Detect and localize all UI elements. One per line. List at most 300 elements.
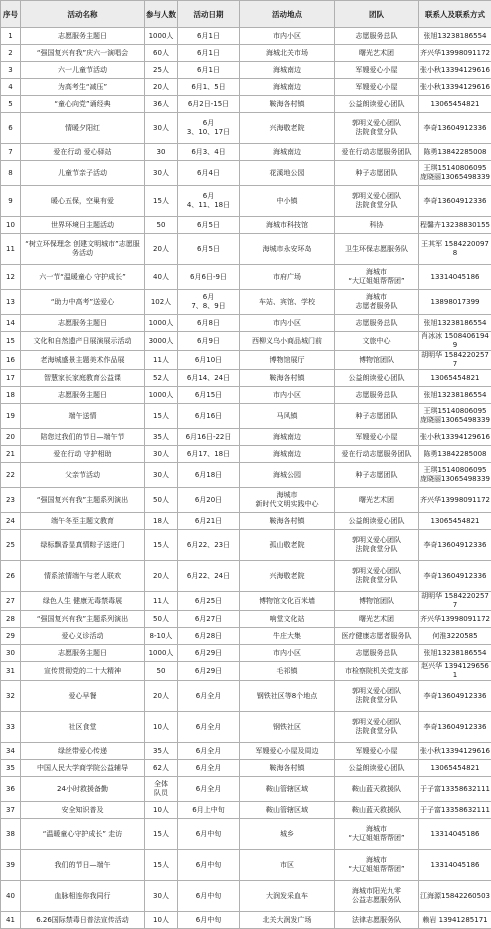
header-date: 活动日期 xyxy=(178,1,240,28)
cell-location: 市内小区 xyxy=(240,315,335,332)
cell-contact: 江海源15842260503 xyxy=(419,881,491,912)
cell-no: 15 xyxy=(1,332,21,351)
cell-participants: 60人 xyxy=(145,45,178,62)
cell-date: 6月18日 xyxy=(178,463,240,488)
table-row xyxy=(1,62,491,79)
cell-team: 志愿服务总队 xyxy=(335,645,419,662)
cell-activity-name: 端午冬至主题文教育 xyxy=(21,513,145,530)
cell-team: 种子志愿团队 xyxy=(335,404,419,429)
cell-date: 6月中旬 xyxy=(178,850,240,881)
cell-contact: 李奇13604912336 xyxy=(419,113,491,144)
cell-location: 兴海敬老院 xyxy=(240,561,335,592)
table-row xyxy=(1,681,491,712)
cell-date: 6月5日 xyxy=(178,217,240,234)
cell-contact: 李奇13604912336 xyxy=(419,186,491,217)
cell-participants: 10人 xyxy=(145,712,178,743)
cell-activity-name: 儿童节亲子活动 xyxy=(21,161,145,186)
cell-no: 31 xyxy=(1,662,21,681)
cell-activity-name: 暖心五保，空巢有爱 xyxy=(21,186,145,217)
cell-participants: 1000人 xyxy=(145,28,178,45)
cell-activity-name: 我们的节日—端午 xyxy=(21,850,145,881)
cell-team: 郭明义爱心团队 法院食堂分队 xyxy=(335,561,419,592)
cell-team: 科协 xyxy=(335,217,419,234)
cell-activity-name: 血脉相连你我同行 xyxy=(21,881,145,912)
cell-date: 6月28日 xyxy=(178,628,240,645)
cell-date: 6月5日 xyxy=(178,234,240,265)
cell-activity-name: 文化和自然遗产日展演展示活动 xyxy=(21,332,145,351)
cell-date: 6月9日 xyxy=(178,332,240,351)
cell-team: 郭明义爱心团队 法院食堂分队 xyxy=(335,113,419,144)
cell-location: 鞍海各村镇 xyxy=(240,513,335,530)
cell-activity-name: 志愿服务主题日 xyxy=(21,645,145,662)
cell-no: 38 xyxy=(1,819,21,850)
cell-participants: 20人 xyxy=(145,681,178,712)
cell-participants: 35人 xyxy=(145,429,178,446)
cell-contact: 赵兴华 13941296561 xyxy=(419,662,491,681)
cell-date: 6月10日 xyxy=(178,351,240,370)
cell-no: 40 xyxy=(1,881,21,912)
cell-no: 21 xyxy=(1,446,21,463)
cell-activity-name: 社区食堂 xyxy=(21,712,145,743)
cell-date: 6月27日 xyxy=(178,611,240,628)
cell-date: 6月29日 xyxy=(178,645,240,662)
cell-activity-name: 绿丝带爱心传递 xyxy=(21,743,145,760)
cell-contact: 张旭13238186554 xyxy=(419,315,491,332)
cell-location: 钢铁社区等8个地点 xyxy=(240,681,335,712)
cell-participants: 15人 xyxy=(145,404,178,429)
cell-team: 博物馆团队 xyxy=(335,351,419,370)
table-row xyxy=(1,561,491,592)
table-row xyxy=(1,628,491,645)
cell-activity-name: 宣传贯彻党的二十大精神 xyxy=(21,662,145,681)
cell-team: 曙光艺术团 xyxy=(335,611,419,628)
table-row xyxy=(1,28,491,45)
cell-participants: 全体 队员 xyxy=(145,777,178,802)
cell-no: 29 xyxy=(1,628,21,645)
cell-location: 西柳义乌小商品城门前 xyxy=(240,332,335,351)
cell-no: 32 xyxy=(1,681,21,712)
table-row xyxy=(1,429,491,446)
cell-team: 海城市 “大辽姐姐帮帮团” xyxy=(335,819,419,850)
cell-date: 6月1日 xyxy=(178,62,240,79)
cell-contact: 李奇13604912336 xyxy=(419,712,491,743)
cell-no: 1 xyxy=(1,28,21,45)
table-row xyxy=(1,265,491,290)
cell-location: 军嫂爱心小屋及周边 xyxy=(240,743,335,760)
cell-activity-name: 智慧家长家庭教育公益课 xyxy=(21,370,145,387)
cell-activity-name: 绿色人生 健康无毒禁毒展 xyxy=(21,592,145,611)
cell-activity-name: 安全知识普及 xyxy=(21,802,145,819)
header-participants: 参与人数 xyxy=(145,1,178,28)
cell-team: 曙光艺术团 xyxy=(335,45,419,62)
header-activity-name: 活动名称 xyxy=(21,1,145,28)
cell-location: 马风镇 xyxy=(240,404,335,429)
cell-location: 海城北关市场 xyxy=(240,45,335,62)
cell-no: 37 xyxy=(1,802,21,819)
cell-contact: 13065454821 xyxy=(419,513,491,530)
cell-team: 郭明义爱心团队 法院食堂分队 xyxy=(335,186,419,217)
cell-date: 6月全月 xyxy=(178,681,240,712)
cell-location: 海城市永安环岛 xyxy=(240,234,335,265)
table-row xyxy=(1,96,491,113)
cell-activity-name: 爱在行动 守护相助 xyxy=(21,446,145,463)
cell-team: 军嫂爱心小屋 xyxy=(335,62,419,79)
cell-no: 27 xyxy=(1,592,21,611)
table-row xyxy=(1,387,491,404)
cell-team: 市检察院机关党支部 xyxy=(335,662,419,681)
cell-no: 11 xyxy=(1,234,21,265)
cell-participants: 11人 xyxy=(145,592,178,611)
cell-activity-name: 端午送情 xyxy=(21,404,145,429)
table-row xyxy=(1,113,491,144)
cell-team: 种子志愿团队 xyxy=(335,463,419,488)
cell-activity-name: 世界环境日主题活动 xyxy=(21,217,145,234)
cell-date: 6月全月 xyxy=(178,743,240,760)
cell-participants: 8-10人 xyxy=(145,628,178,645)
cell-date: 6月15日 xyxy=(178,387,240,404)
table-row xyxy=(1,161,491,186)
cell-date: 6月1日 xyxy=(178,45,240,62)
cell-location: 海城市 新时代文明实践中心 xyxy=(240,488,335,513)
table-row xyxy=(1,45,491,62)
cell-no: 10 xyxy=(1,217,21,234)
cell-date: 6月全月 xyxy=(178,760,240,777)
table-header-row xyxy=(1,1,491,28)
cell-participants: 20人 xyxy=(145,234,178,265)
cell-activity-name: “强国复兴有我”庆六一演唱会 xyxy=(21,45,145,62)
cell-contact: 程馨卉13238830155 xyxy=(419,217,491,234)
table-body xyxy=(1,28,491,929)
header-team: 团队 xyxy=(335,1,419,28)
table-row xyxy=(1,217,491,234)
cell-participants: 30人 xyxy=(145,463,178,488)
cell-contact: 张旭13238186554 xyxy=(419,645,491,662)
cell-location: 毛祁镇 xyxy=(240,662,335,681)
cell-location: 市区 xyxy=(240,850,335,881)
cell-date: 6月14、24日 xyxy=(178,370,240,387)
cell-activity-name: “强国复兴有我”主题系列演出 xyxy=(21,488,145,513)
cell-contact: 王琪15140806095 庞晓丽13065498339 xyxy=(419,404,491,429)
cell-activity-name: 六一儿童节活动 xyxy=(21,62,145,79)
cell-participants: 50人 xyxy=(145,611,178,628)
cell-participants: 15人 xyxy=(145,186,178,217)
cell-participants: 36人 xyxy=(145,96,178,113)
cell-contact: 李奇13604912336 xyxy=(419,561,491,592)
cell-team: 曙光艺术团 xyxy=(335,488,419,513)
cell-contact: 赖岩 13941285171 xyxy=(419,912,491,929)
cell-participants: 1000人 xyxy=(145,645,178,662)
table-row xyxy=(1,912,491,929)
cell-participants: 40人 xyxy=(145,265,178,290)
cell-no: 7 xyxy=(1,144,21,161)
table-row xyxy=(1,530,491,561)
cell-participants: 50 xyxy=(145,217,178,234)
cell-contact: 陈勇13842285008 xyxy=(419,446,491,463)
cell-activity-name: 陪您过我们的节日—端午节 xyxy=(21,429,145,446)
table-row xyxy=(1,743,491,760)
cell-location: 兴海敬老院 xyxy=(240,113,335,144)
cell-team: 军嫂爱心小屋 xyxy=(335,79,419,96)
cell-no: 36 xyxy=(1,777,21,802)
cell-location: 北关大润发广场 xyxy=(240,912,335,929)
cell-activity-name: 爱心早餐 xyxy=(21,681,145,712)
cell-contact: 张旭13238186554 xyxy=(419,387,491,404)
cell-contact: 张小秋13394129616 xyxy=(419,62,491,79)
table-row xyxy=(1,712,491,743)
cell-activity-name: “童心向党”诵经典 xyxy=(21,96,145,113)
cell-no: 13 xyxy=(1,290,21,315)
cell-contact: 王琪15140806095 庞晓丽13065498339 xyxy=(419,463,491,488)
cell-location: 海城南边 xyxy=(240,79,335,96)
cell-participants: 1000人 xyxy=(145,387,178,404)
cell-no: 33 xyxy=(1,712,21,743)
cell-location: 响堂文化站 xyxy=(240,611,335,628)
cell-team: 海城市阳光九零 公益志愿服务队 xyxy=(335,881,419,912)
cell-participants: 35人 xyxy=(145,743,178,760)
cell-location: 鞍山管辖区域 xyxy=(240,802,335,819)
cell-team: 爱在行动志愿服务团队 xyxy=(335,144,419,161)
cell-participants: 15人 xyxy=(145,850,178,881)
cell-contact: 于子富13358632111 xyxy=(419,777,491,802)
header-contact: 联系人及联系方式 xyxy=(419,1,491,28)
cell-activity-name: 24小时救援备勤 xyxy=(21,777,145,802)
cell-no: 4 xyxy=(1,79,21,96)
table-row xyxy=(1,234,491,265)
cell-no: 20 xyxy=(1,429,21,446)
cell-activity-name: 情暖夕阳红 xyxy=(21,113,145,144)
cell-team: 公益朗读爱心团队 xyxy=(335,760,419,777)
cell-no: 8 xyxy=(1,161,21,186)
cell-contact: 陈勇13842285008 xyxy=(419,144,491,161)
cell-no: 18 xyxy=(1,387,21,404)
cell-activity-name: “助力中高考”送爱心 xyxy=(21,290,145,315)
cell-date: 6月8日 xyxy=(178,315,240,332)
cell-team: 博物馆团队 xyxy=(335,592,419,611)
table-row xyxy=(1,332,491,351)
cell-team: 海城市 “大辽姐姐帮帮团” xyxy=(335,265,419,290)
cell-team: 医疗健康志愿者服务队 xyxy=(335,628,419,645)
cell-activity-name: 志愿服务主题日 xyxy=(21,315,145,332)
cell-contact: 于子富13358632111 xyxy=(419,802,491,819)
cell-contact: 张小秋13394129616 xyxy=(419,429,491,446)
cell-participants: 18人 xyxy=(145,513,178,530)
cell-location: 博物馆展厅 xyxy=(240,351,335,370)
cell-no: 25 xyxy=(1,530,21,561)
cell-location: 城乡 xyxy=(240,819,335,850)
cell-activity-name: 情系浓情端午与老人联欢 xyxy=(21,561,145,592)
cell-team: 志愿服务总队 xyxy=(335,387,419,404)
cell-date: 6月16日-22日 xyxy=(178,429,240,446)
cell-date: 6月 4、11、18日 xyxy=(178,186,240,217)
cell-contact: 13065454821 xyxy=(419,96,491,113)
cell-date: 6月4日 xyxy=(178,161,240,186)
cell-date: 6月3、4日 xyxy=(178,144,240,161)
cell-no: 17 xyxy=(1,370,21,387)
table-row xyxy=(1,315,491,332)
cell-location: 中小镇 xyxy=(240,186,335,217)
header-no: 序号 xyxy=(1,1,21,28)
cell-contact: 13065454821 xyxy=(419,760,491,777)
cell-contact: 13065454821 xyxy=(419,370,491,387)
cell-activity-name: 父亲节活动 xyxy=(21,463,145,488)
table-row xyxy=(1,592,491,611)
cell-contact: 张小秋13394129616 xyxy=(419,743,491,760)
cell-contact: 齐兴华13998091172 xyxy=(419,611,491,628)
table-row xyxy=(1,802,491,819)
cell-participants: 11人 xyxy=(145,351,178,370)
cell-participants: 20人 xyxy=(145,79,178,96)
cell-team: 鞍山蓝天救援队 xyxy=(335,777,419,802)
cell-no: 26 xyxy=(1,561,21,592)
cell-no: 2 xyxy=(1,45,21,62)
cell-participants: 30人 xyxy=(145,446,178,463)
table-row xyxy=(1,611,491,628)
cell-contact: 肖冰冰 15084061949 xyxy=(419,332,491,351)
table-row xyxy=(1,850,491,881)
table-row xyxy=(1,819,491,850)
table-row xyxy=(1,186,491,217)
cell-date: 6月17、18日 xyxy=(178,446,240,463)
cell-activity-name: 绿标飘香显真情粽子送进门 xyxy=(21,530,145,561)
table-row xyxy=(1,446,491,463)
cell-team: 种子志愿团队 xyxy=(335,161,419,186)
cell-team: 志愿服务总队 xyxy=(335,315,419,332)
cell-no: 5 xyxy=(1,96,21,113)
cell-team: 卫生环保志愿服务队 xyxy=(335,234,419,265)
cell-date: 6月全月 xyxy=(178,777,240,802)
cell-no: 23 xyxy=(1,488,21,513)
cell-location: 花溪地公园 xyxy=(240,161,335,186)
cell-date: 6月20日 xyxy=(178,488,240,513)
cell-date: 6月22、24日 xyxy=(178,561,240,592)
cell-team: 海城市 “大辽姐姐帮帮团” xyxy=(335,850,419,881)
cell-no: 12 xyxy=(1,265,21,290)
cell-date: 6月 3、10、17日 xyxy=(178,113,240,144)
cell-no: 34 xyxy=(1,743,21,760)
cell-team: 军嫂爱心小屋 xyxy=(335,743,419,760)
cell-no: 14 xyxy=(1,315,21,332)
cell-participants: 10人 xyxy=(145,912,178,929)
cell-participants: 50人 xyxy=(145,488,178,513)
table-row xyxy=(1,777,491,802)
cell-location: 市内小区 xyxy=(240,387,335,404)
cell-activity-name: 六一节“温暖童心 守护成长” xyxy=(21,265,145,290)
table-row xyxy=(1,488,491,513)
cell-participants: 3000人 xyxy=(145,332,178,351)
cell-date: 6月上中旬 xyxy=(178,802,240,819)
cell-participants: 25人 xyxy=(145,62,178,79)
table-row xyxy=(1,370,491,387)
cell-contact: 13314045186 xyxy=(419,819,491,850)
cell-activity-name: 为高考生“减压” xyxy=(21,79,145,96)
cell-no: 24 xyxy=(1,513,21,530)
table-row xyxy=(1,144,491,161)
cell-participants: 102人 xyxy=(145,290,178,315)
cell-activity-name: 爱心义诊活动 xyxy=(21,628,145,645)
table-row xyxy=(1,404,491,429)
cell-contact: 胡明华 15842202577 xyxy=(419,351,491,370)
cell-location: 博物馆文化百米墙 xyxy=(240,592,335,611)
cell-activity-name: 志愿服务主题日 xyxy=(21,387,145,404)
cell-date: 6月21日 xyxy=(178,513,240,530)
cell-participants: 15人 xyxy=(145,530,178,561)
cell-no: 22 xyxy=(1,463,21,488)
cell-date: 6月2日-15日 xyxy=(178,96,240,113)
cell-participants: 1000人 xyxy=(145,315,178,332)
cell-contact: 13898017399 xyxy=(419,290,491,315)
table-row xyxy=(1,760,491,777)
cell-participants: 30 xyxy=(145,144,178,161)
cell-date: 6月22、23日 xyxy=(178,530,240,561)
cell-location: 市府广场 xyxy=(240,265,335,290)
cell-contact: 胡明华 15842202577 xyxy=(419,592,491,611)
cell-team: 公益朗读爱心团队 xyxy=(335,513,419,530)
cell-no: 19 xyxy=(1,404,21,429)
cell-location: 海城公园 xyxy=(240,463,335,488)
cell-no: 3 xyxy=(1,62,21,79)
cell-participants: 50 xyxy=(145,662,178,681)
cell-no: 41 xyxy=(1,912,21,929)
cell-no: 39 xyxy=(1,850,21,881)
cell-location: 鞍海各村镇 xyxy=(240,96,335,113)
cell-team: 文旅中心 xyxy=(335,332,419,351)
cell-date: 6月中旬 xyxy=(178,912,240,929)
cell-no: 30 xyxy=(1,645,21,662)
cell-location: 市内小区 xyxy=(240,645,335,662)
table-row xyxy=(1,513,491,530)
cell-activity-name: 老海城盛景主题美术作品展 xyxy=(21,351,145,370)
header-location: 活动地点 xyxy=(240,1,335,28)
cell-team: 法律志愿服务队 xyxy=(335,912,419,929)
cell-activity-name: 志愿服务主题日 xyxy=(21,28,145,45)
cell-team: 郭明义爱心团队 法院食堂分队 xyxy=(335,681,419,712)
cell-activity-name: 爱在行动 爱心驿站 xyxy=(21,144,145,161)
cell-activity-name: “温暖童心守护成长” 走访 xyxy=(21,819,145,850)
cell-date: 6月25日 xyxy=(178,592,240,611)
cell-date: 6月29日 xyxy=(178,662,240,681)
table-row xyxy=(1,79,491,96)
cell-date: 6月中旬 xyxy=(178,881,240,912)
table-row xyxy=(1,463,491,488)
cell-location: 牛庄大集 xyxy=(240,628,335,645)
cell-contact: 王琪15140806095 庞晓丽13065498339 xyxy=(419,161,491,186)
cell-activity-name: 6.26国际禁毒日普法宣传活动 xyxy=(21,912,145,929)
cell-location: 海城南边 xyxy=(240,144,335,161)
cell-contact: 13314045186 xyxy=(419,265,491,290)
cell-activity-name: 中国人民大学商学院公益辅导 xyxy=(21,760,145,777)
cell-date: 6月中旬 xyxy=(178,819,240,850)
cell-location: 车站、宾馆、学校 xyxy=(240,290,335,315)
cell-no: 35 xyxy=(1,760,21,777)
cell-contact: 李奇13604912336 xyxy=(419,530,491,561)
cell-no: 6 xyxy=(1,113,21,144)
cell-contact: 13314045186 xyxy=(419,850,491,881)
table-row xyxy=(1,351,491,370)
cell-contact: 张小秋13394129616 xyxy=(419,79,491,96)
cell-contact: 齐兴华13998091172 xyxy=(419,45,491,62)
cell-date: 6月1、5日 xyxy=(178,79,240,96)
cell-team: 军嫂爱心小屋 xyxy=(335,429,419,446)
cell-participants: 30人 xyxy=(145,113,178,144)
table-row xyxy=(1,881,491,912)
cell-location: 海城南边 xyxy=(240,62,335,79)
cell-date: 6月16日 xyxy=(178,404,240,429)
cell-team: 鞍山蓝天救援队 xyxy=(335,802,419,819)
cell-location: 海城南边 xyxy=(240,429,335,446)
cell-participants: 30人 xyxy=(145,161,178,186)
cell-location: 市内小区 xyxy=(240,28,335,45)
cell-team: 郭明义爱心团队 法院食堂分队 xyxy=(335,712,419,743)
